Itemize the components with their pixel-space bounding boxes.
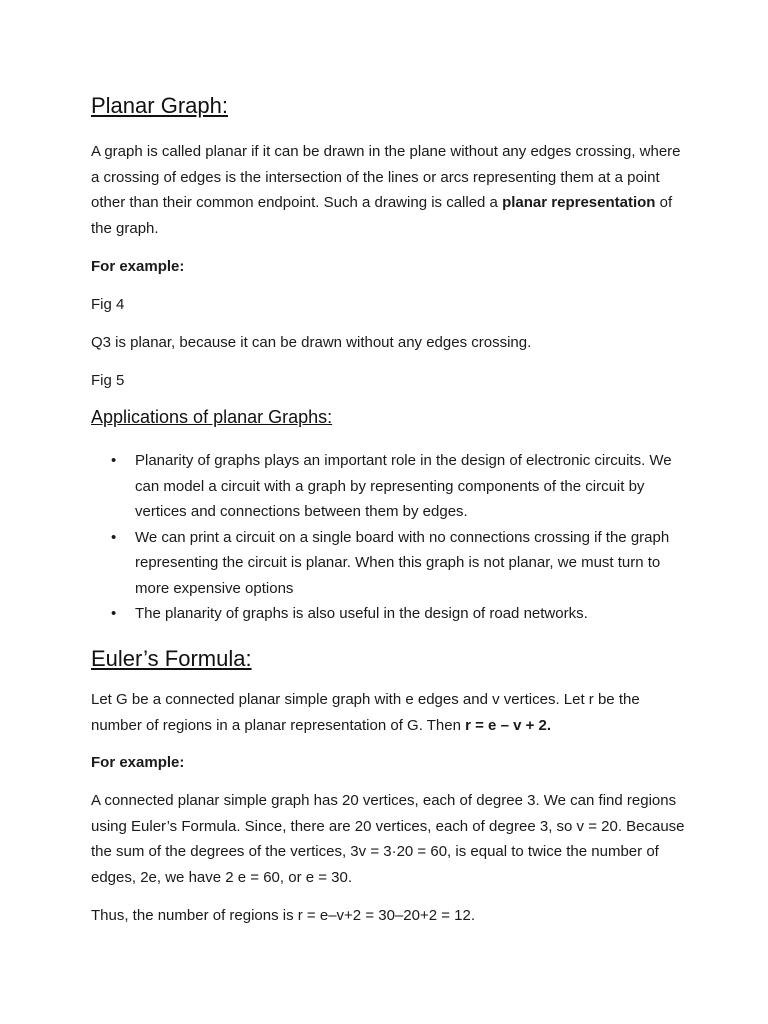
fig4-label: Fig 4 — [91, 296, 125, 313]
planar-definition-paragraph — [91, 139, 691, 241]
heading-euler-formula: Euler’s Formula: — [91, 646, 252, 671]
bullet-icon: • — [111, 605, 117, 622]
bullet-icon: • — [111, 452, 117, 469]
heading-applications: Applications of planar Graphs: — [91, 407, 333, 427]
for-example-text-1: For example: — [91, 258, 185, 275]
definition-text: A graph is called planar if it can be drawn in the plane without any edges crossing, where a crossing of edges is the intersection of the lines or arcs representing them at a point other than their common endpoint. Such a drawing is called a — [91, 143, 681, 211]
list-item-text: We can print a circuit on a single board with no connections crossing if the graph representing the circuit is planar. When this graph is not planar, we must turn to more expensive options — [135, 528, 670, 597]
list-item — [91, 525, 691, 602]
definition-bold-term: planar representation — [502, 194, 656, 211]
euler-conclusion: Thus, the number of regions is r = e–v+2 = 30–20+2 = 12. — [91, 907, 476, 924]
list-item — [91, 601, 691, 627]
q3-rest: is planar, because it can be drawn without any edges crossing. — [111, 334, 532, 351]
for-example-text-2: For example: — [91, 754, 185, 771]
list-item-text: Planarity of graphs plays an important role in the design of electronic circuits. We can model a circuit with a graph by representing components of the circuit by vertices and connections between them by edges. — [135, 452, 672, 520]
heading-planar-graph: Planar Graph: — [91, 93, 228, 118]
bullet-icon: • — [111, 528, 117, 546]
euler-definition-paragraph — [91, 687, 691, 738]
for-example-label-1 — [91, 254, 691, 280]
list-item-text: The planarity of graphs is also useful in the design of road networks. — [135, 605, 588, 622]
euler-definition-text: Let G be a connected planar simple graph with e edges and v vertices. Let r be the number of regions in a planar representation of G. Then — [91, 691, 640, 734]
applications-list — [91, 448, 691, 627]
q3-prefix: Q3 — [91, 334, 112, 351]
q3-statement — [91, 330, 691, 356]
list-item — [91, 448, 691, 525]
definition-text-end: of the graph. — [91, 194, 673, 237]
euler-example-paragraph: A connected planar simple graph has 20 vertices, each of degree 3. We can find regions using Euler’s Formula. Since, there are 20 vertices, each of degree 3, so v = 20. Because the sum of the degrees of the vertices, 3v = 3·20 = 60, is equal to twice the number of edges, 2e, we have 2 e = 60, or e = 30. — [91, 792, 685, 886]
euler-formula-bold: r = e – v + 2. — [465, 716, 552, 734]
for-example-label-2 — [91, 750, 691, 776]
fig5-label: Fig 5 — [91, 372, 125, 389]
